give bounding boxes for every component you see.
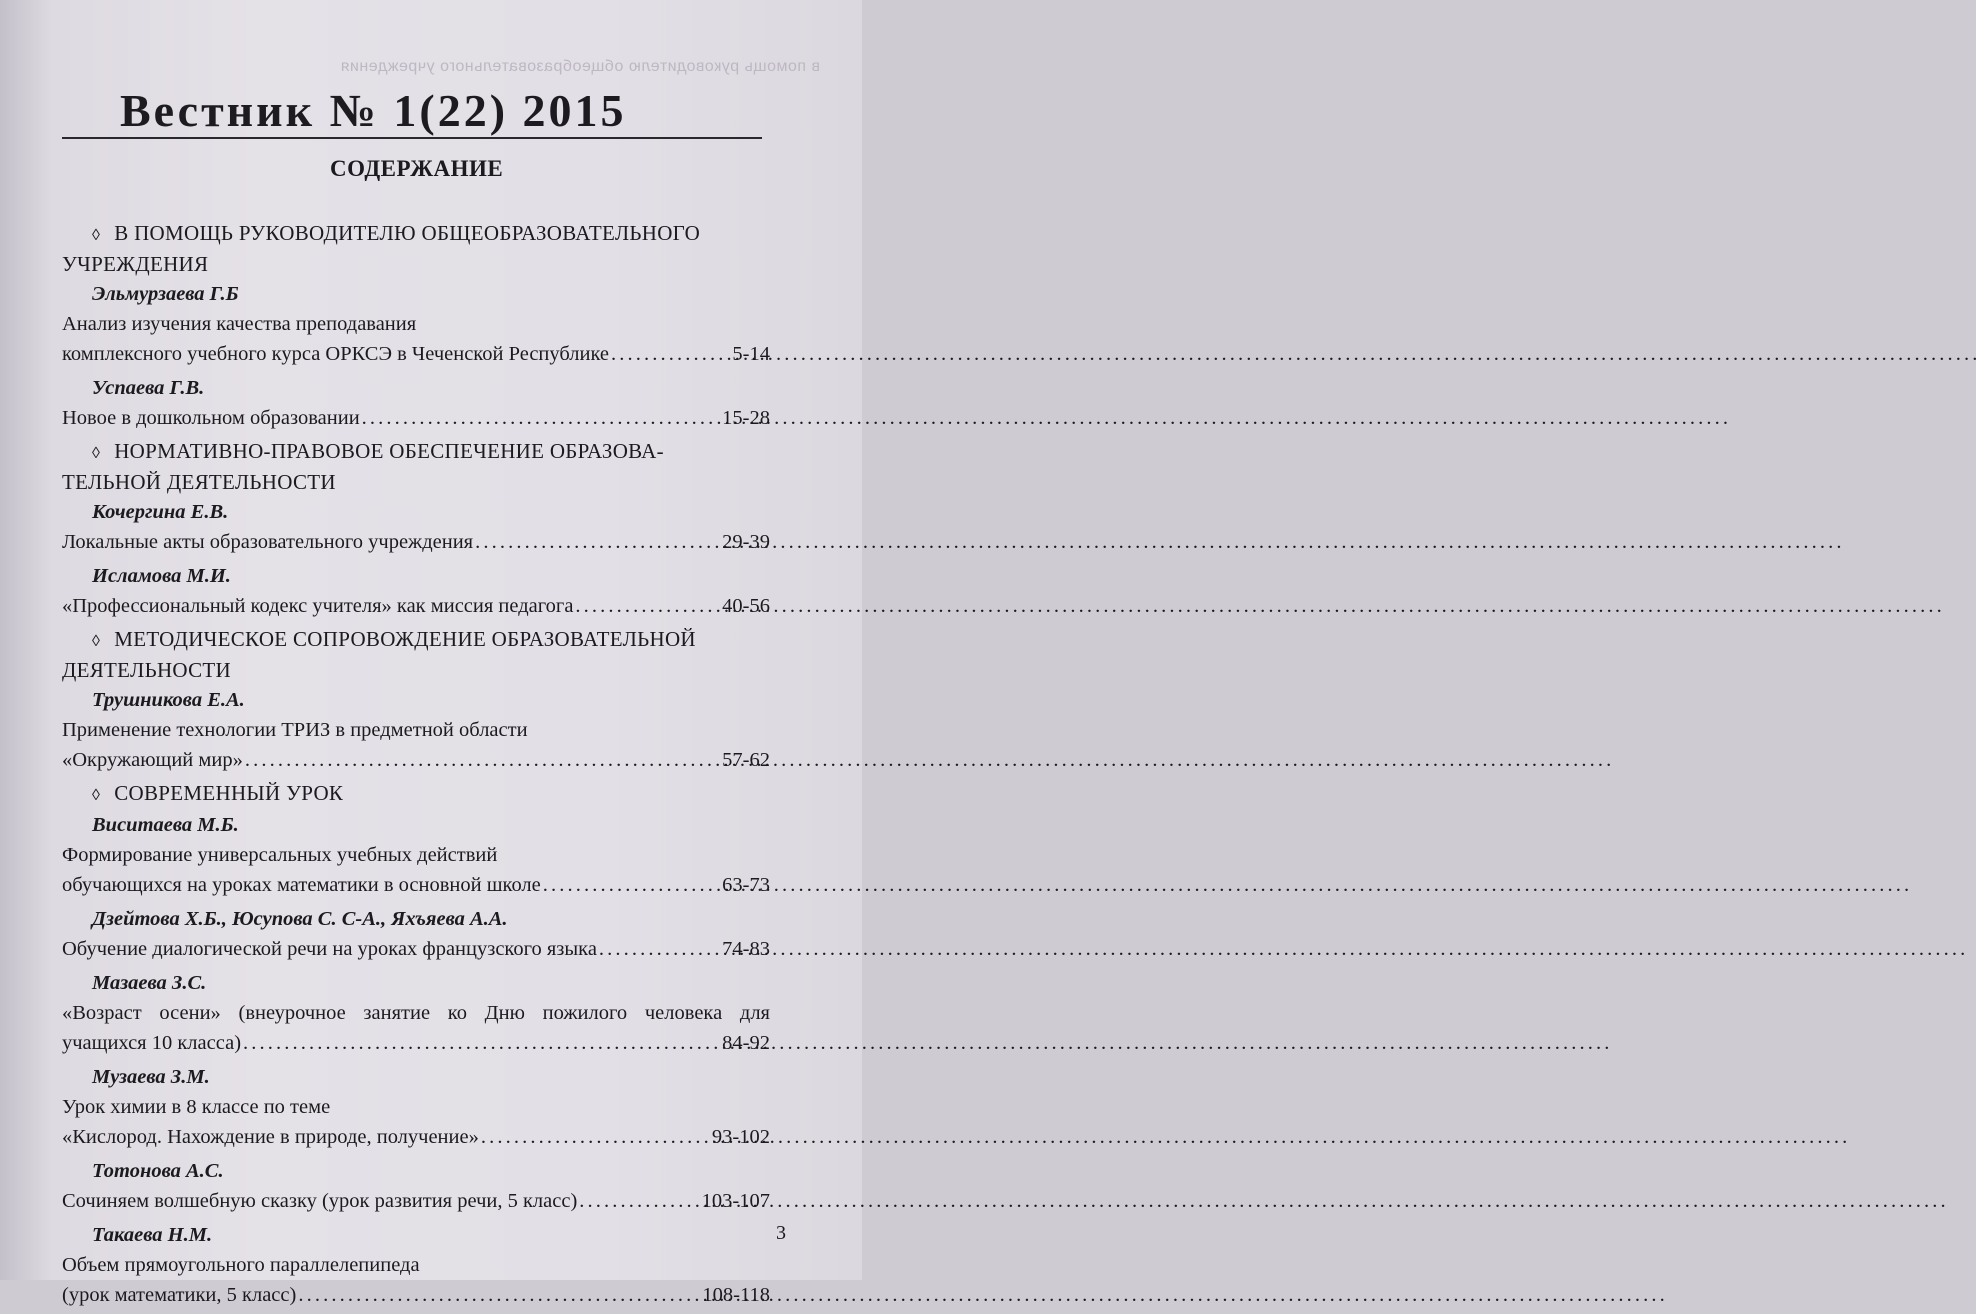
journal-title: Вестник № 1(22) 2015 bbox=[120, 85, 627, 136]
toc-section bbox=[62, 779, 770, 1310]
entry-author: Трушникова Е.А. bbox=[92, 689, 245, 711]
title-rule bbox=[62, 137, 762, 139]
entry-title: Обучение диалогической речи на уроках французского языка bbox=[62, 938, 597, 960]
entry-title-line bbox=[62, 1028, 770, 1058]
entry-title-line: Анализ изучения качества преподавания bbox=[62, 313, 417, 335]
entry-pages: 93-102 bbox=[711, 1126, 770, 1148]
entry-title-line bbox=[62, 339, 770, 369]
entry-title-line bbox=[62, 403, 770, 433]
entry-title: «Окружающий мир» bbox=[62, 749, 243, 771]
entry-title-line bbox=[62, 527, 770, 557]
entry-title-line: «Возраст осени» (внеурочное занятие ко Дню пожилого человека для bbox=[62, 1002, 770, 1024]
entry-author: Музаева З.М. bbox=[92, 1066, 210, 1088]
entry-author: Эльмурзаева Г.Б bbox=[92, 283, 239, 305]
toc-entry[interactable] bbox=[62, 968, 770, 1058]
entry-pages: 103-107 bbox=[701, 1190, 770, 1212]
entry-title-line: Урок химии в 8 классе по теме bbox=[62, 1096, 331, 1118]
entry-pages: 15-28 bbox=[722, 407, 770, 429]
entry-title-line bbox=[62, 1280, 770, 1310]
entry-title-line bbox=[62, 870, 770, 900]
section-title-line: УЧРЕЖДЕНИЯ bbox=[62, 252, 209, 276]
entry-title: комплексного учебного курса ОРКСЭ в Чеченской Республике bbox=[62, 343, 610, 365]
entry-title-line bbox=[62, 591, 770, 621]
toc-entry[interactable] bbox=[62, 1220, 770, 1310]
entry-title-line: Применение технологии ТРИЗ в предметной области bbox=[62, 719, 528, 741]
toc-section bbox=[62, 437, 770, 621]
entry-pages: 57-62 bbox=[722, 749, 770, 771]
toc-entry[interactable] bbox=[62, 279, 770, 369]
leader-dots bbox=[577, 1186, 701, 1216]
entry-pages: 108-118 bbox=[702, 1284, 770, 1306]
bleed-through-header: в помощь руководителю общеобразовательного учреждения bbox=[340, 58, 820, 75]
entry-pages: 29-39 bbox=[722, 531, 770, 553]
entry-title-line bbox=[62, 934, 770, 964]
entry-title: Локальные акты образовательного учреждения bbox=[62, 531, 474, 553]
toc-entry[interactable] bbox=[62, 373, 770, 433]
leader-dots bbox=[541, 870, 722, 900]
leader-dots bbox=[241, 1028, 722, 1058]
toc-entry[interactable] bbox=[62, 810, 770, 900]
toc-heading: СОДЕРЖАНИЕ bbox=[330, 156, 504, 181]
section-title-line: СОВРЕМЕННЫЙ УРОК bbox=[114, 781, 344, 805]
diamond-icon: ◊ bbox=[92, 227, 101, 244]
leader-dots bbox=[360, 403, 723, 433]
toc-section bbox=[62, 219, 770, 433]
entry-title: «Кислород. Нахождение в природе, получение» bbox=[62, 1126, 479, 1148]
section-title-line: ТЕЛЬНОЙ ДЕЯТЕЛЬНОСТИ bbox=[62, 470, 336, 494]
toc-entry[interactable] bbox=[62, 904, 770, 964]
section-title-line: НОРМАТИВНО-ПРАВОВОЕ ОБЕСПЕЧЕНИЕ ОБРАЗОВА- bbox=[114, 439, 664, 463]
entry-pages: 63-73 bbox=[722, 874, 770, 896]
entry-title-line bbox=[62, 1186, 770, 1216]
entry-author: Тотонова А.С. bbox=[92, 1160, 224, 1182]
section-title-line: В ПОМОЩЬ РУКОВОДИТЕЛЮ ОБЩЕОБРАЗОВАТЕЛЬНОГО bbox=[114, 221, 701, 245]
entry-author: Виситаева М.Б. bbox=[92, 814, 239, 836]
toc-entry[interactable] bbox=[62, 497, 770, 557]
entry-pages: 5-14 bbox=[732, 343, 770, 365]
diamond-icon: ◊ bbox=[92, 787, 101, 804]
entry-author: Исламова М.И. bbox=[92, 565, 231, 587]
entry-title: Новое в дошкольном образовании bbox=[62, 407, 360, 429]
entry-author: Мазаева З.С. bbox=[92, 972, 207, 994]
toc-entry[interactable] bbox=[62, 1062, 770, 1152]
entry-author: Кочергина Е.В. bbox=[92, 501, 229, 523]
entry-title: обучающихся на уроках математики в основной школе bbox=[62, 874, 541, 896]
leader-dots bbox=[473, 527, 722, 557]
toc-entry[interactable] bbox=[62, 1156, 770, 1216]
document-page bbox=[0, 0, 862, 1306]
entry-pages: 84-92 bbox=[722, 1032, 770, 1054]
leader-dots bbox=[243, 745, 722, 775]
entry-title-line bbox=[62, 745, 770, 775]
toc-section bbox=[62, 625, 770, 775]
table-of-contents bbox=[62, 215, 770, 1314]
entry-title-line bbox=[62, 1122, 770, 1152]
entry-title: учащихся 10 класса) bbox=[62, 1032, 242, 1054]
entry-author: Дзейтова Х.Б., Юсупова С. С-А., Яхъяева А.А. bbox=[92, 908, 508, 930]
entry-pages: 40-56 bbox=[722, 595, 770, 617]
leader-dots bbox=[479, 1122, 712, 1152]
page-number: 3 bbox=[776, 1222, 786, 1244]
section-title-line: ДЕЯТЕЛЬНОСТИ bbox=[62, 658, 232, 682]
entry-pages: 74-83 bbox=[722, 938, 770, 960]
toc-entry[interactable] bbox=[62, 685, 770, 775]
diamond-icon: ◊ bbox=[92, 633, 101, 650]
entry-title-line: Объем прямоугольного параллелепипеда bbox=[62, 1254, 420, 1276]
section-title bbox=[62, 779, 770, 810]
entry-author: Успаева Г.В. bbox=[92, 377, 205, 399]
toc-entry[interactable] bbox=[62, 561, 770, 621]
entry-title: (урок математики, 5 класс) bbox=[62, 1284, 297, 1306]
leader-dots bbox=[597, 934, 722, 964]
section-title bbox=[62, 219, 770, 279]
leader-dots bbox=[573, 591, 722, 621]
diamond-icon: ◊ bbox=[92, 445, 101, 462]
section-title bbox=[62, 625, 770, 685]
section-title-line: МЕТОДИЧЕСКОЕ СОПРОВОЖДЕНИЕ ОБРАЗОВАТЕЛЬНОЙ bbox=[114, 627, 696, 651]
section-title bbox=[62, 437, 770, 497]
entry-title: «Профессиональный кодекс учителя» как миссия педагога bbox=[62, 595, 574, 617]
entry-title: Сочиняем волшебную сказку (урок развития речи, 5 класс) bbox=[62, 1190, 578, 1212]
entry-author: Такаева Н.М. bbox=[92, 1224, 213, 1246]
leader-dots bbox=[296, 1280, 702, 1310]
entry-title-line: Формирование универсальных учебных действий bbox=[62, 844, 498, 866]
leader-dots bbox=[609, 339, 732, 369]
